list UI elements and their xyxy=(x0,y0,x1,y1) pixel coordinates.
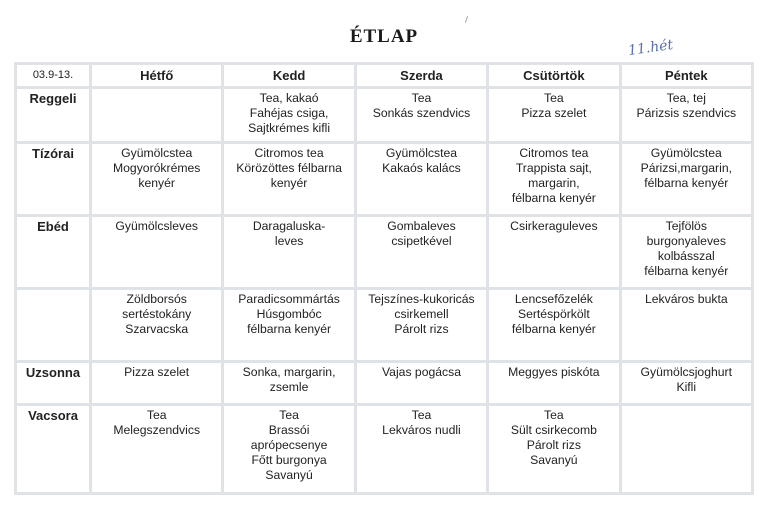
menu-item-line: Főtt burgonya xyxy=(251,453,327,467)
meal-row xyxy=(17,406,751,492)
menu-item-line: Gyümölcstea xyxy=(121,146,193,160)
menu-item-line: Párizsi,margarin, xyxy=(640,161,732,175)
menu-cell xyxy=(224,290,353,360)
menu-item-line: Zöldborsós xyxy=(126,292,187,306)
menu-item-line: kolbásszal xyxy=(657,249,715,263)
menu-cell xyxy=(357,290,486,360)
menu-item-line: Csirkeraguleves xyxy=(510,219,598,233)
menu-item-line: sertéstokány xyxy=(122,307,192,321)
meal-label: Uzsonna xyxy=(17,363,89,403)
menu-table xyxy=(14,62,754,495)
meal-row xyxy=(17,144,751,214)
menu-item-line: Citromos tea xyxy=(254,146,324,160)
menu-cell xyxy=(622,89,751,141)
menu-item-line: Lencsefőzelék xyxy=(514,292,593,306)
menu-cell xyxy=(224,406,353,492)
menu-item-line: Tea, kakaó xyxy=(259,91,319,105)
menu-cell xyxy=(489,290,618,360)
menu-item-line: Gyümölcsleves xyxy=(115,219,199,233)
menu-item-line: félbarna kenyér xyxy=(511,191,596,205)
menu-item-line: Gyümölcstea xyxy=(385,146,458,160)
menu-item-line: félbarna kenyér xyxy=(247,322,332,336)
menu-item-line: margarin, xyxy=(528,176,580,190)
menu-item-line: Sült csirkecomb xyxy=(510,423,597,437)
menu-cell xyxy=(224,144,353,214)
page-title: ÉTLAP xyxy=(349,26,419,47)
menu-cell xyxy=(489,363,618,403)
menu-item-line: Húsgombóc xyxy=(256,307,322,321)
menu-item-line: Párizsis szendvics xyxy=(636,106,737,120)
menu-item-line: Sonka, margarin, xyxy=(242,365,336,379)
menu-cell xyxy=(489,144,618,214)
menu-item-line: Fahéjas csiga, xyxy=(249,106,329,120)
scan-mark xyxy=(465,16,468,23)
meal-row xyxy=(17,363,751,403)
menu-item-line: Mogyorókrémes xyxy=(113,161,201,175)
menu-item-line: Párolt rizs xyxy=(526,438,581,452)
menu-item-line: Párolt rizs xyxy=(394,322,449,336)
menu-item-line: Tejszínes-kukoricás xyxy=(368,292,475,306)
menu-item-line: kenyér xyxy=(270,176,308,190)
meal-label: Reggeli xyxy=(17,89,89,141)
menu-cell xyxy=(92,217,221,287)
menu-cell xyxy=(224,363,353,403)
menu-item-line: Lekváros nudli xyxy=(382,423,461,437)
menu-item-line: aprópecsenye xyxy=(250,438,328,452)
menu-cell xyxy=(357,89,486,141)
menu-item-line: félbarna kenyér xyxy=(511,322,596,336)
menu-cell xyxy=(92,290,221,360)
menu-item-line: leves xyxy=(274,234,304,248)
menu-cell xyxy=(224,217,353,287)
menu-item-line: csirkemell xyxy=(394,307,449,321)
date-range: 03.9-13. xyxy=(17,65,89,86)
menu-item-line: félbarna kenyér xyxy=(644,176,729,190)
meal-label: Vacsora xyxy=(17,406,89,492)
menu-item-line: csipetkével xyxy=(391,234,452,248)
handwritten-note: 11.hét xyxy=(627,36,675,60)
menu-item-line: Tea xyxy=(411,408,432,422)
menu-cell xyxy=(357,217,486,287)
menu-item-line: Meggyes piskóta xyxy=(508,365,600,379)
menu-item-line: Citromos tea xyxy=(519,146,589,160)
menu-cell xyxy=(92,406,221,492)
menu-item-line: Körözöttes félbarna xyxy=(236,161,342,175)
meal-label: Tízórai xyxy=(17,144,89,214)
meal-row xyxy=(17,89,751,141)
menu-item-line: Tea xyxy=(544,91,564,105)
menu-item-line: Brassói xyxy=(268,423,310,437)
menu-item-line: Pizza szelet xyxy=(521,106,587,120)
menu-item-line: Kakaós kalács xyxy=(382,161,461,175)
menu-cell xyxy=(357,363,486,403)
menu-item-line: Paradicsommártás xyxy=(238,292,340,306)
menu-cell xyxy=(92,144,221,214)
menu-item-line: Melegszendvics xyxy=(113,423,201,437)
menu-cell xyxy=(357,144,486,214)
menu-item-line: Trappista sajt, xyxy=(515,161,592,175)
menu-cell xyxy=(622,144,751,214)
menu-item-line: Savanyú xyxy=(530,453,578,467)
menu-item-line: Tea xyxy=(544,408,564,422)
menu-item-line: kenyér xyxy=(138,176,175,190)
menu-item-line: Szarvacska xyxy=(125,322,189,336)
day-header: Szerda xyxy=(357,65,486,86)
menu-cell xyxy=(622,290,751,360)
menu-item-line: Daragaluska- xyxy=(252,219,326,233)
meal-label: Ebéd xyxy=(17,217,89,287)
meal-row xyxy=(17,290,751,360)
menu-item-line: Sertéspörkölt xyxy=(517,307,590,321)
menu-item-line: Gombaleves xyxy=(387,219,456,233)
menu-item-line: Vajas pogácsa xyxy=(381,365,461,379)
menu-item-line: Tea xyxy=(279,408,299,422)
menu-item-line: burgonyaleves xyxy=(646,234,726,248)
menu-item-line: Pizza szelet xyxy=(124,365,190,379)
menu-cell xyxy=(489,217,618,287)
menu-cell xyxy=(622,406,751,492)
menu-item-line: Lekváros bukta xyxy=(644,292,728,306)
menu-item-line: Tea xyxy=(411,91,432,105)
day-header: Péntek xyxy=(622,65,751,86)
menu-item-line: Sonkás szendvics xyxy=(372,106,471,120)
menu-cell xyxy=(622,217,751,287)
meal-label xyxy=(17,290,89,360)
menu-cell xyxy=(357,406,486,492)
day-header: Kedd xyxy=(224,65,353,86)
menu-cell xyxy=(489,406,618,492)
menu-item-line: Gyümölcstea xyxy=(650,146,722,160)
menu-item-line: Tea, tej xyxy=(666,91,706,105)
menu-item-line: Tea xyxy=(146,408,167,422)
day-header: Hétfő xyxy=(92,65,221,86)
menu-cell xyxy=(92,89,221,141)
menu-item-line: Sajtkrémes kifli xyxy=(248,121,331,135)
menu-item-line: Gyümölcsjoghurt xyxy=(640,365,732,379)
day-header: Csütörtök xyxy=(489,65,618,86)
menu-item-line: Tejfölös xyxy=(665,219,707,233)
menu-item-line: félbarna kenyér xyxy=(644,264,729,278)
menu-cell xyxy=(92,363,221,403)
menu-cell xyxy=(622,363,751,403)
menu-item-line: zsemle xyxy=(269,380,309,394)
menu-item-line: Kifli xyxy=(676,380,697,394)
menu-cell xyxy=(489,89,618,141)
menu-cell xyxy=(224,89,353,141)
header-row xyxy=(17,65,751,86)
menu-item-line: Savanyú xyxy=(265,468,313,482)
meal-row xyxy=(17,217,751,287)
menu-body xyxy=(17,89,751,492)
